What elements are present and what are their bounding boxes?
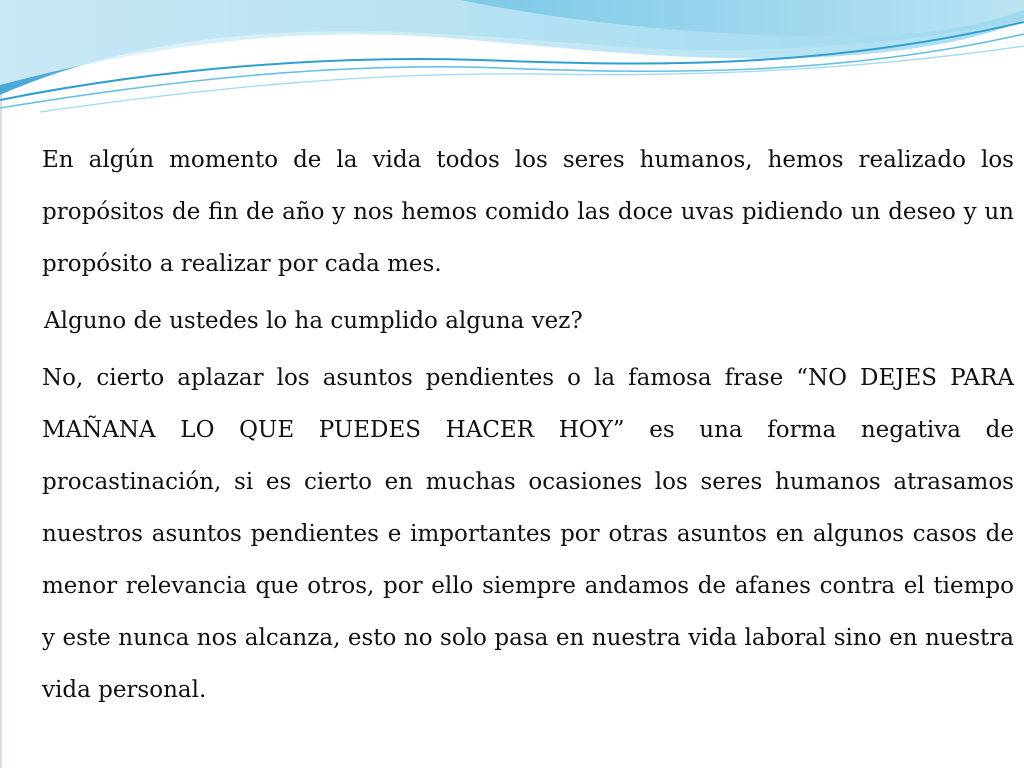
paragraph-question: Alguno de ustedes lo ha cumplido alguna vez? bbox=[44, 308, 583, 334]
paragraph-procrastination: No, cierto aplazar los asuntos pendientes o la famosa frase “NO DEJES PARA MAÑANA LO QUE PUEDES HACER HOY” es una forma negativa de procastinación, si es cierto en muchas ocasiones los seres humanos atrasamos nuestros asuntos pendientes e importantes por otras asuntos en algunos casos de menor relevancia que otros, por ello siempre andamos de afanes contra el tiempo y este nunca nos alcanza, esto no solo pasa en nuestra vida laboral sino en nuestra vida personal. bbox=[42, 365, 1014, 703]
wave-line-3 bbox=[40, 46, 1024, 112]
paragraph-intro: En algún momento de la vida todos los seres humanos, hemos realizado los propósitos de fin de año y nos hemos comido las doce uvas pidiendo un deseo y un propósito a realizar por cada mes. bbox=[42, 147, 1014, 277]
slide-body bbox=[42, 134, 1014, 721]
wave-header-decoration bbox=[0, 0, 1024, 120]
